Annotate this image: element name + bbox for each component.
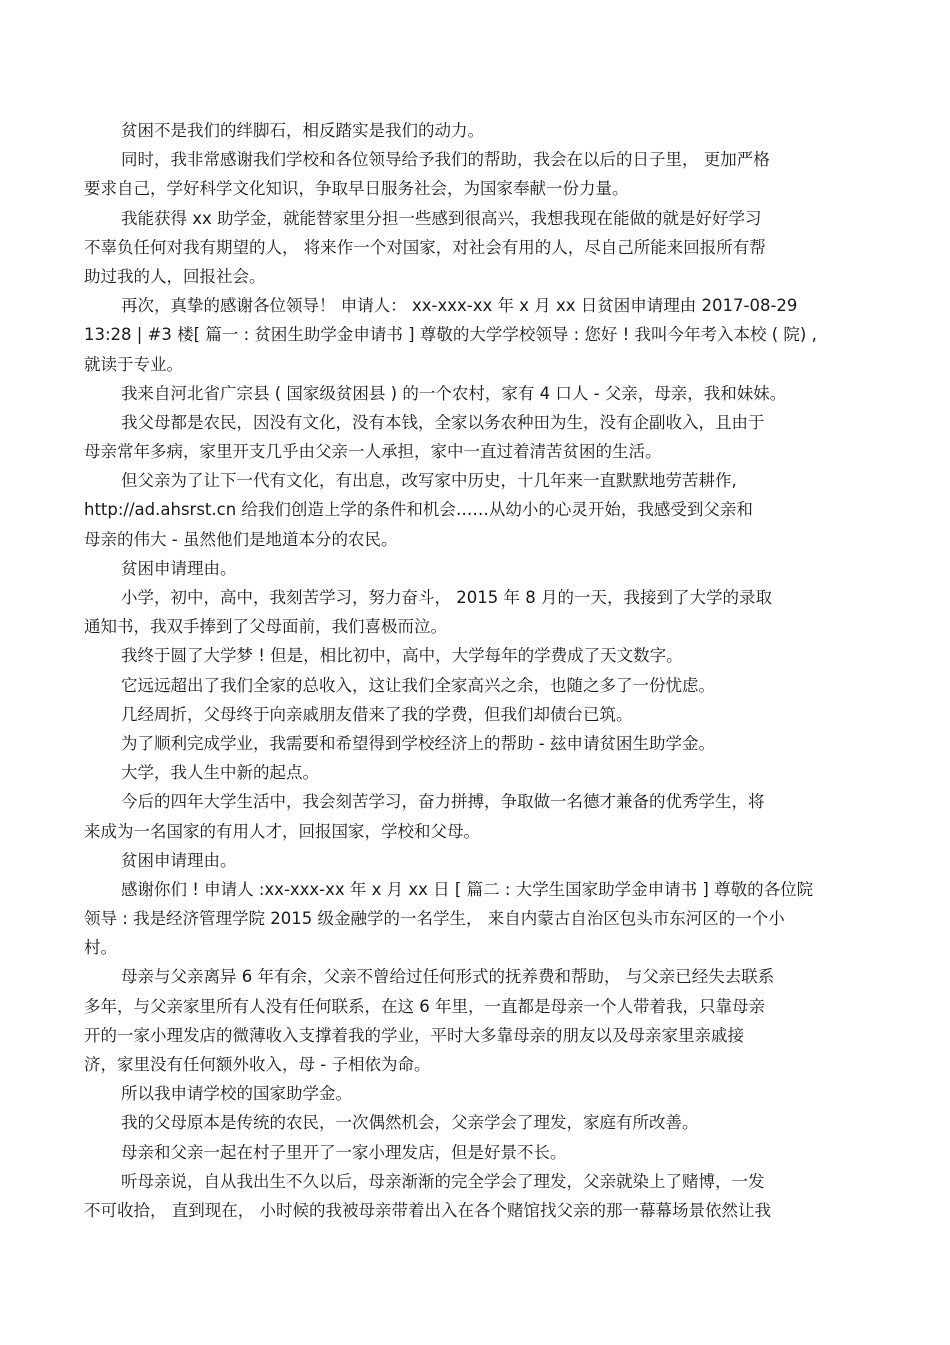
document-body <box>84 116 874 1225</box>
text-line: 13:28 | #3 楼[ 篇一 : 贫困生助学金申请书 ] 尊敬的大学学校领导 : 您好 ! 我叫今年考入本校 ( 院) , <box>84 325 817 345</box>
text-line: 贫困不是我们的绊脚石，相反踏实是我们的动力。 <box>121 121 484 140</box>
text-line: 但父亲为了让下一代有文化，有出息，改写家中历史，十几年来一直默默地劳苦耕作, <box>121 471 737 491</box>
text-line: 我终于圆了大学梦 ! 但是，相比初中，高中，大学每年的学费成了天文数字。 <box>121 646 683 666</box>
text-line: 母亲与父亲离异 6 年有余，父亲不曾给过任何形式的抚养费和帮助， 与父亲已经失去联系 <box>121 967 775 987</box>
text-line: 我父母都是农民，因没有文化，没有本钱，全家以务农种田为生，没有企副收入，且由于 <box>121 412 765 432</box>
text-line: 开的一家小理发店的微薄收入支撑着我的学业，平时大多靠母亲的朋友以及母亲家里亲戚接 <box>84 1025 744 1045</box>
text-line: 几经周折，父母终于向亲戚朋友借来了我的学费，但我们却债台已筑。 <box>121 704 633 724</box>
text-line: 不可收拾， 直到现在， 小时候的我被母亲带着出入在各个赌馆找父亲的那一幕幕场景依然让我 <box>84 1200 771 1220</box>
text-line: 济，家里没有任何额外收入，母 - 子相依为命。 <box>84 1055 431 1074</box>
text-line: 通知书，我双手捧到了父母面前，我们喜极而泣。 <box>84 617 447 637</box>
text-line: 母亲和父亲一起在村子里开了一家小理发店，但是好景不长。 <box>121 1142 567 1162</box>
text-line: 母亲常年多病，家里开支几乎由父亲一人承担，家中一直过着清苦贫困的生活。 <box>84 442 662 462</box>
text-line: 为了顺利完成学业，我需要和希望得到学校经济上的帮助 - 玆申请贫困生助学金。 <box>121 733 715 753</box>
text-line: 小学，初中，高中，我刻苦学习，努力奋斗， 2015 年 8 月的一天，我接到了大学的录取 <box>121 588 772 607</box>
text-line: 就读于专业。 <box>84 354 183 374</box>
text-line: 领导 : 我是经济管理学院 2015 级金融学的一名学生， 来自内蒙古自治区包头市东河区的一个小 <box>84 909 785 929</box>
text-line: 母亲的伟大 - 虽然他们是地道本分的农民。 <box>84 529 398 549</box>
text-line: 我能获得 xx 助学金，就能替家里分担一些感到很高兴，我想我现在能做的就是好好学习 <box>121 208 762 228</box>
text-line: 同时，我非常感谢我们学校和各位领导给予我们的帮助，我会在以后的日子里， 更加严格 <box>121 150 770 170</box>
text-line: http://ad.ahsrst.cn 给我们创造上学的条件和机会……从幼小的心灵开始，我感受到父亲和 <box>84 500 753 520</box>
text-line: 村。 <box>84 938 117 958</box>
text-line: 不辜负任何对我有期望的人， 将来作一个对国家，对社会有用的人，尽自己所能来回报所有帮 <box>84 237 766 257</box>
text-line: 再次，真挚的感谢各位领导！ 申请人： xx-xxx-xx 年 x 月 xx 日贫困申请理由 2017-08-29 <box>121 296 798 316</box>
text-line: 大学，我人生中新的起点。 <box>121 763 319 783</box>
text-line: 助过我的人，回报社会。 <box>84 266 266 286</box>
text-line: 我的父母原本是传统的农民，一次偶然机会，父亲学会了理发，家庭有所改善。 <box>121 1113 699 1133</box>
text-line: 贫困申请理由。 <box>121 850 237 870</box>
text-line: 所以我申请学校的国家助学金。 <box>121 1084 352 1104</box>
text-line: 贫困申请理由。 <box>121 558 237 578</box>
text-line: 今后的四年大学生活中，我会刻苦学习，奋力拼搏，争取做一名德才兼备的优秀学生，将 <box>121 792 765 812</box>
text-line: 我来自河北省广宗县 ( 国家级贫困县 ) 的一个农村，家有 4 口人 - 父亲，母亲，我和妹妹。 <box>121 383 787 403</box>
text-line: 要求自己，学好科学文化知识，争取早日服务社会，为国家奉献一份力量。 <box>84 179 629 199</box>
text-line: 它远远超出了我们全家的总收入，这让我们全家高兴之余，也随之多了一份忧虑。 <box>121 675 715 695</box>
text-line: 多年，与父亲家里所有人没有任何联系，在这 6 年里，一直都是母亲一个人带着我，只靠母亲 <box>84 996 765 1016</box>
text-line: 听母亲说，自从我出生不久以后，母亲渐渐的完全学会了理发，父亲就染上了赌博，一发 <box>121 1171 765 1191</box>
text-line: 感谢你们 ! 申请人 :xx-xxx-xx 年 x 月 xx 日 [ 篇二 : 大学生国家助学金申请书 ] 尊敬的各位院 <box>121 879 814 899</box>
text-line: 来成为一名国家的有用人才，回报国家，学校和父母。 <box>84 821 480 841</box>
